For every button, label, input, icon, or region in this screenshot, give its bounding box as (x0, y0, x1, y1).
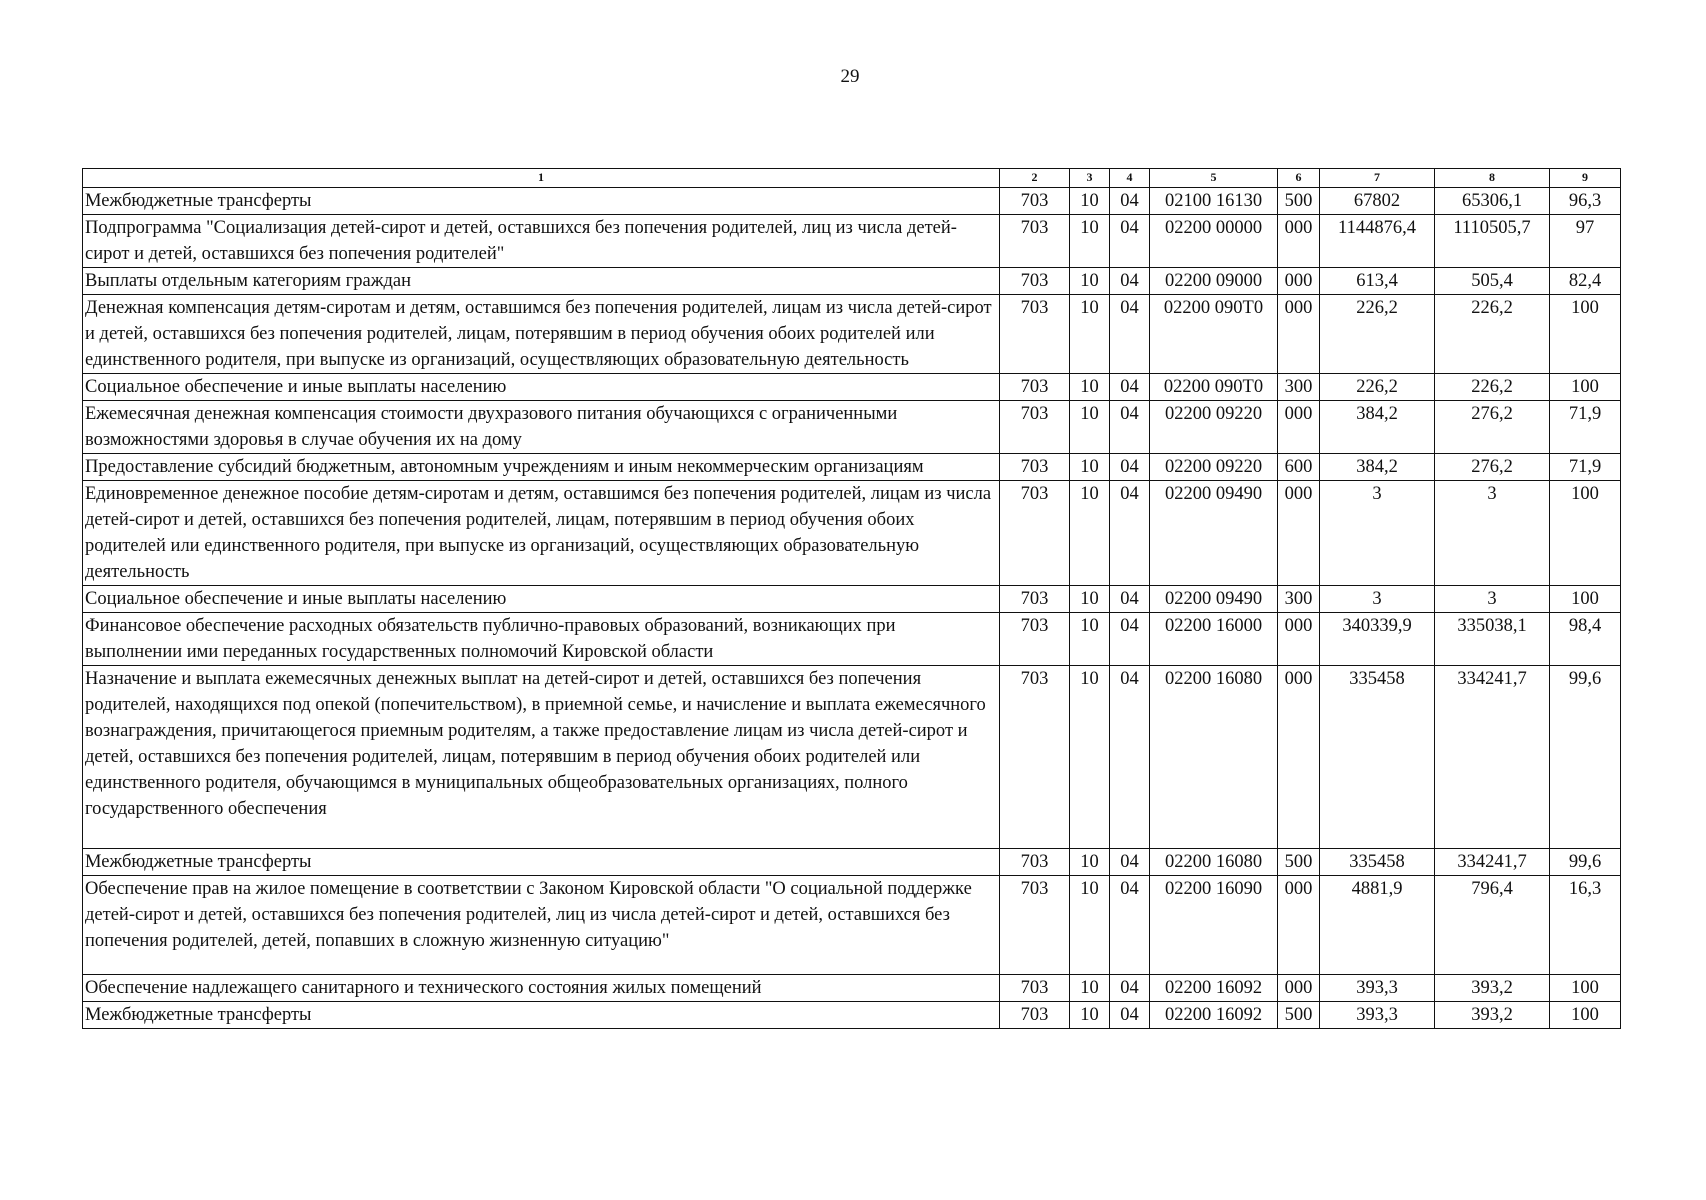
cell-col3: 10 (1070, 401, 1110, 454)
cell-col9: 100 (1550, 374, 1621, 401)
cell-col6: 500 (1278, 1002, 1320, 1029)
cell-col3: 10 (1070, 1002, 1110, 1029)
row-name: Социальное обеспечение и иные выплаты населению (83, 374, 1000, 401)
cell-col7: 613,4 (1320, 268, 1435, 295)
table-row (83, 586, 1621, 613)
cell-col4: 04 (1110, 454, 1150, 481)
cell-col9: 71,9 (1550, 454, 1621, 481)
table-row (83, 401, 1621, 454)
cell-col5: 02200 16092 (1150, 975, 1278, 1002)
cell-col9: 100 (1550, 586, 1621, 613)
cell-col2: 703 (1000, 454, 1070, 481)
cell-col5: 02200 16000 (1150, 613, 1278, 666)
row-name: Финансовое обеспечение расходных обязательств публично-правовых образований, возникающих при выполнении ими переданных государственных полномочий Кировской области (83, 613, 1000, 666)
cell-col5: 02200 16092 (1150, 1002, 1278, 1029)
cell-col4: 04 (1110, 1002, 1150, 1029)
cell-col8: 3 (1435, 586, 1550, 613)
cell-col8: 226,2 (1435, 295, 1550, 374)
cell-col8: 393,2 (1435, 1002, 1550, 1029)
cell-col2: 703 (1000, 374, 1070, 401)
cell-col9: 100 (1550, 481, 1621, 586)
cell-col3: 10 (1070, 586, 1110, 613)
row-name: Ежемесячная денежная компенсация стоимости двухразового питания обучающихся с ограниченными возможностями здоровья в случае обучения их на дому (83, 401, 1000, 454)
cell-col5: 02100 16130 (1150, 188, 1278, 215)
cell-col3: 10 (1070, 374, 1110, 401)
cell-col6: 000 (1278, 666, 1320, 849)
cell-col3: 10 (1070, 613, 1110, 666)
header-row (83, 169, 1621, 188)
cell-col7: 1144876,4 (1320, 215, 1435, 268)
cell-col3: 10 (1070, 975, 1110, 1002)
cell-col2: 703 (1000, 849, 1070, 876)
row-name: Социальное обеспечение и иные выплаты населению (83, 586, 1000, 613)
header-cell: 1 (83, 169, 1000, 188)
cell-col4: 04 (1110, 849, 1150, 876)
row-name: Назначение и выплата ежемесячных денежных выплат на детей-сирот и детей, оставшихся без попечения родителей, находящихся под опекой (попечительством), в приемной семье, и начисление и выплата ежемесячного вознаграждения, причитающегося приемным родителям, а также предоставление лицам из числа детей-сирот и детей, оставшихся без попечения родителей, лицам, потерявшим в период обучения обоих родителей или единственного родителя, обучающимся в муниципальных общеобразовательных организациях, полного государственного обеспечения (83, 666, 1000, 849)
cell-col8: 335038,1 (1435, 613, 1550, 666)
row-name: Денежная компенсация детям-сиротам и детям, оставшимся без попечения родителей, лицам из числа детей-сирот и детей, оставшихся без попечения родителей, лицам, потерявшим в период обучения обоих родителей или единственного родителя, при выпуске из организаций, осуществляющих образовательную деятельность (83, 295, 1000, 374)
table-row (83, 849, 1621, 876)
cell-col9: 100 (1550, 295, 1621, 374)
cell-col5: 02200 09220 (1150, 454, 1278, 481)
header-cell: 4 (1110, 169, 1150, 188)
cell-col7: 340339,9 (1320, 613, 1435, 666)
row-name: Межбюджетные трансферты (83, 1002, 1000, 1029)
table-row (83, 374, 1621, 401)
header-cell: 6 (1278, 169, 1320, 188)
row-name: Выплаты отдельным категориям граждан (83, 268, 1000, 295)
cell-col9: 99,6 (1550, 849, 1621, 876)
cell-col8: 3 (1435, 481, 1550, 586)
cell-col2: 703 (1000, 1002, 1070, 1029)
cell-col6: 500 (1278, 188, 1320, 215)
cell-col6: 000 (1278, 295, 1320, 374)
cell-col9: 71,9 (1550, 401, 1621, 454)
cell-col8: 276,2 (1435, 401, 1550, 454)
row-name: Межбюджетные трансферты (83, 188, 1000, 215)
table-row (83, 481, 1621, 586)
header-cell: 5 (1150, 169, 1278, 188)
cell-col4: 04 (1110, 613, 1150, 666)
cell-col6: 000 (1278, 613, 1320, 666)
cell-col2: 703 (1000, 586, 1070, 613)
cell-col7: 384,2 (1320, 401, 1435, 454)
cell-col4: 04 (1110, 876, 1150, 975)
cell-col3: 10 (1070, 481, 1110, 586)
cell-col3: 10 (1070, 215, 1110, 268)
row-name: Предоставление субсидий бюджетным, автономным учреждениям и иным некоммерческим организациям (83, 454, 1000, 481)
row-name: Обеспечение прав на жилое помещение в соответствии с Законом Кировской области "О социальной поддержке детей-сирот и детей, оставшихся без попечения родителей, лиц из числа детей-сирот и детей, оставшихся без попечения родителей, детей, попавших в сложную жизненную ситуацию" (83, 876, 1000, 975)
table-row (83, 666, 1621, 849)
table-row (83, 215, 1621, 268)
row-name: Межбюджетные трансферты (83, 849, 1000, 876)
cell-col8: 1110505,7 (1435, 215, 1550, 268)
cell-col4: 04 (1110, 666, 1150, 849)
cell-col5: 02200 00000 (1150, 215, 1278, 268)
table-row (83, 975, 1621, 1002)
cell-col7: 393,3 (1320, 975, 1435, 1002)
table-row (83, 876, 1621, 975)
cell-col2: 703 (1000, 188, 1070, 215)
cell-col8: 226,2 (1435, 374, 1550, 401)
cell-col2: 703 (1000, 268, 1070, 295)
page-number: 29 (840, 66, 860, 87)
cell-col6: 000 (1278, 215, 1320, 268)
cell-col7: 4881,9 (1320, 876, 1435, 975)
header-cell: 9 (1550, 169, 1621, 188)
cell-col8: 505,4 (1435, 268, 1550, 295)
cell-col9: 98,4 (1550, 613, 1621, 666)
cell-col7: 3 (1320, 481, 1435, 586)
cell-col7: 393,3 (1320, 1002, 1435, 1029)
header-cell: 8 (1435, 169, 1550, 188)
cell-col6: 000 (1278, 401, 1320, 454)
cell-col4: 04 (1110, 215, 1150, 268)
row-name: Единовременное денежное пособие детям-сиротам и детям, оставшимся без попечения родителей, лицам из числа детей-сирот и детей, оставшихся без попечения родителей, лицам, потерявшим в период обучения обоих родителей или единственного родителя, при выпуске из организаций, осуществляющих образовательную деятельность (83, 481, 1000, 586)
cell-col6: 300 (1278, 374, 1320, 401)
cell-col4: 04 (1110, 586, 1150, 613)
table-row (83, 295, 1621, 374)
cell-col5: 02200 09220 (1150, 401, 1278, 454)
cell-col4: 04 (1110, 975, 1150, 1002)
cell-col9: 82,4 (1550, 268, 1621, 295)
cell-col5: 02200 16080 (1150, 666, 1278, 849)
cell-col6: 000 (1278, 268, 1320, 295)
cell-col6: 600 (1278, 454, 1320, 481)
cell-col4: 04 (1110, 401, 1150, 454)
cell-col8: 796,4 (1435, 876, 1550, 975)
cell-col3: 10 (1070, 876, 1110, 975)
header-cell: 2 (1000, 169, 1070, 188)
cell-col2: 703 (1000, 215, 1070, 268)
cell-col9: 97 (1550, 215, 1621, 268)
cell-col5: 02200 09490 (1150, 481, 1278, 586)
cell-col9: 100 (1550, 975, 1621, 1002)
cell-col8: 334241,7 (1435, 849, 1550, 876)
cell-col6: 000 (1278, 481, 1320, 586)
cell-col2: 703 (1000, 295, 1070, 374)
cell-col5: 02200 09000 (1150, 268, 1278, 295)
cell-col4: 04 (1110, 481, 1150, 586)
cell-col3: 10 (1070, 454, 1110, 481)
cell-col7: 226,2 (1320, 295, 1435, 374)
cell-col8: 334241,7 (1435, 666, 1550, 849)
cell-col6: 000 (1278, 876, 1320, 975)
budget-table (82, 168, 1621, 1029)
cell-col9: 16,3 (1550, 876, 1621, 975)
header-cell: 7 (1320, 169, 1435, 188)
cell-col4: 04 (1110, 268, 1150, 295)
cell-col3: 10 (1070, 188, 1110, 215)
cell-col5: 02200 09490 (1150, 586, 1278, 613)
cell-col2: 703 (1000, 401, 1070, 454)
cell-col5: 02200 16080 (1150, 849, 1278, 876)
cell-col9: 96,3 (1550, 188, 1621, 215)
cell-col3: 10 (1070, 295, 1110, 374)
table-row (83, 613, 1621, 666)
row-name: Подпрограмма "Социализация детей-сирот и детей, оставшихся без попечения родителей, лиц из числа детей-сирот и детей, оставшихся без попечения родителей" (83, 215, 1000, 268)
cell-col2: 703 (1000, 876, 1070, 975)
cell-col7: 67802 (1320, 188, 1435, 215)
cell-col4: 04 (1110, 295, 1150, 374)
cell-col8: 276,2 (1435, 454, 1550, 481)
cell-col7: 226,2 (1320, 374, 1435, 401)
cell-col9: 99,6 (1550, 666, 1621, 849)
cell-col7: 335458 (1320, 849, 1435, 876)
cell-col6: 300 (1278, 586, 1320, 613)
cell-col6: 000 (1278, 975, 1320, 1002)
cell-col2: 703 (1000, 613, 1070, 666)
cell-col2: 703 (1000, 481, 1070, 586)
header-cell: 3 (1070, 169, 1110, 188)
table-row (83, 268, 1621, 295)
cell-col7: 384,2 (1320, 454, 1435, 481)
row-name: Обеспечение надлежащего санитарного и технического состояния жилых помещений (83, 975, 1000, 1002)
cell-col5: 02200 16090 (1150, 876, 1278, 975)
cell-col7: 3 (1320, 586, 1435, 613)
table-row (83, 188, 1621, 215)
cell-col3: 10 (1070, 268, 1110, 295)
cell-col8: 393,2 (1435, 975, 1550, 1002)
table-row (83, 454, 1621, 481)
cell-col8: 65306,1 (1435, 188, 1550, 215)
cell-col5: 02200 090Т0 (1150, 374, 1278, 401)
cell-col3: 10 (1070, 849, 1110, 876)
cell-col4: 04 (1110, 374, 1150, 401)
cell-col4: 04 (1110, 188, 1150, 215)
cell-col5: 02200 090Т0 (1150, 295, 1278, 374)
cell-col3: 10 (1070, 666, 1110, 849)
cell-col9: 100 (1550, 1002, 1621, 1029)
cell-col6: 500 (1278, 849, 1320, 876)
cell-col7: 335458 (1320, 666, 1435, 849)
table-row (83, 1002, 1621, 1029)
cell-col2: 703 (1000, 975, 1070, 1002)
cell-col2: 703 (1000, 666, 1070, 849)
